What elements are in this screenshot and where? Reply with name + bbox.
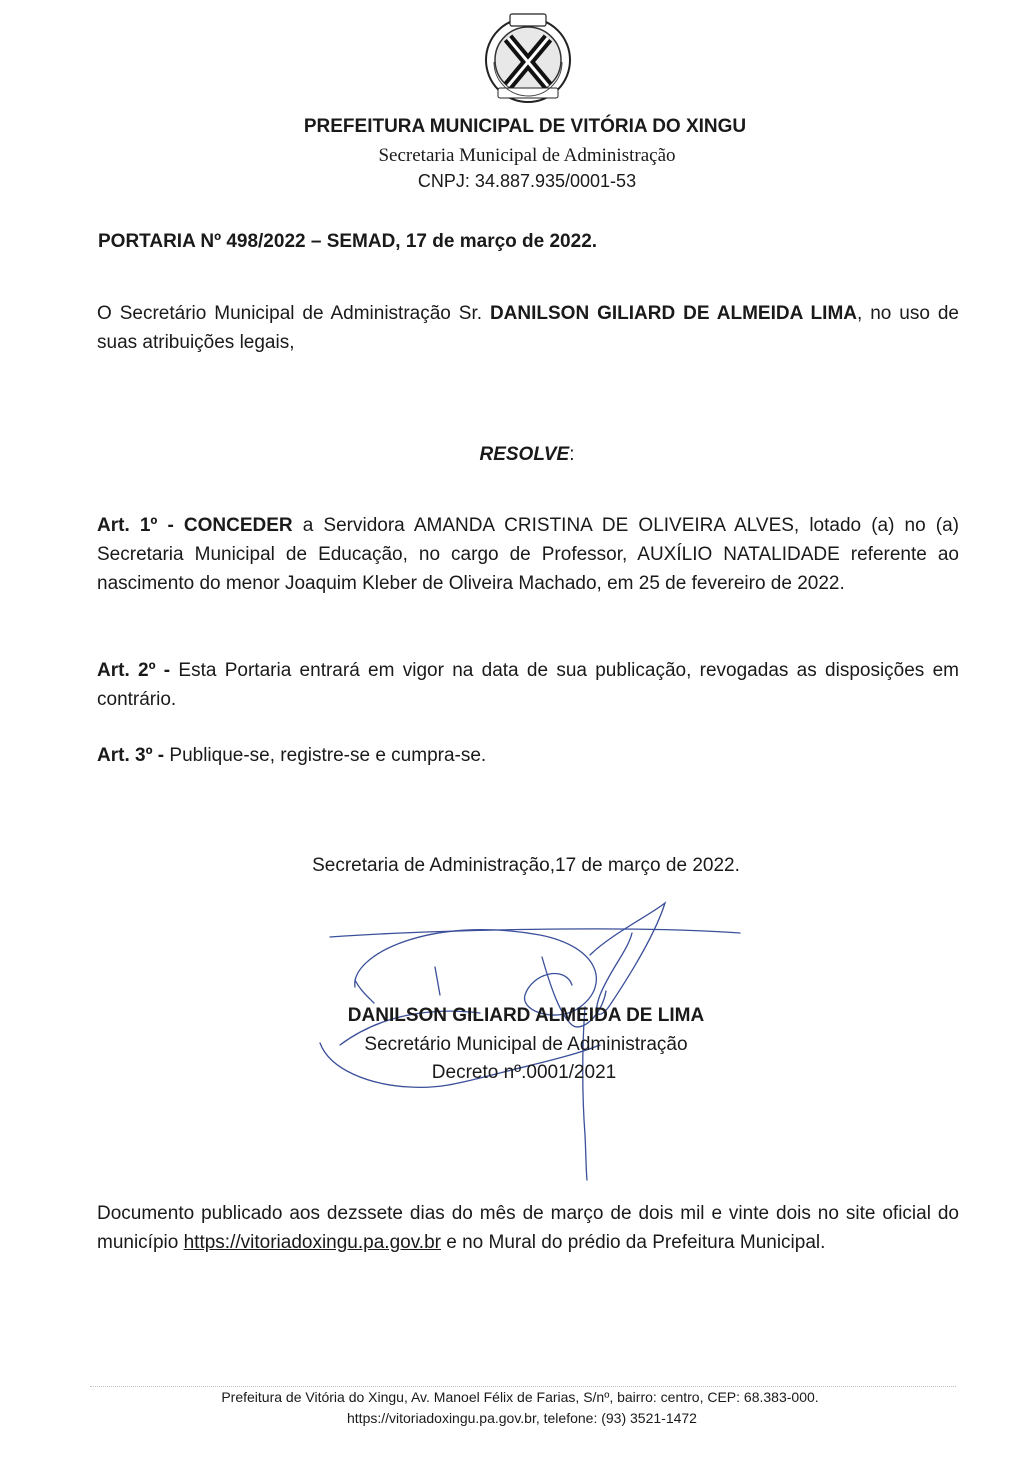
article-3-text: Publique-se, registre-se e cumpra-se. [164,745,487,766]
municipal-seal-logo [480,12,576,104]
footer-contact: https://vitoriadoxingu.pa.gov.br, telefone: (93) 3521-1472 [347,1410,697,1426]
resolve-heading [0,444,1028,466]
article-3 [97,741,959,770]
article-2-label: Art. 2º - [97,660,171,681]
resolve-colon: : [569,444,575,465]
place-date: Secretaria de Administração,17 de março de 2022. [312,855,740,876]
footer-divider [90,1386,956,1387]
publication-text-before: Documento publicado aos dezssete dias do mês de março de dois mil e vinte dois no site oficial do município [97,1203,959,1253]
article-1-text: a Servidora AMANDA CRISTINA DE OLIVEIRA ALVES, lotado (a) no (a) Secretaria Municipal de Educação, no cargo de Professor, AUXÍLIO NATALIDADE referente ao nascimento do menor Joaquim Kleber de Oliveira Machado, em 25 de fevereiro de 2022. [97,515,960,594]
article-1-label: Art. 1º - CONCEDER [97,515,293,536]
article-1 [97,511,959,598]
publication-note [97,1199,959,1257]
signatory-role: Secretário Municipal de Administração [364,1034,688,1055]
article-2-text: Esta Portaria entrará em vigor na data de sua publicação, revogadas as disposições em contrário. [97,660,959,710]
article-3-label: Art. 3º - [97,745,165,766]
publication-text-after: e no Mural do prédio da Prefeitura Municipal. [440,1232,826,1253]
cnpj-line: CNPJ: 34.887.935/0001-53 [417,171,637,191]
municipality-title: PREFEITURA MUNICIPAL DE VITÓRIA DO XINGU [303,116,747,137]
secretary-name: DANILSON GILIARD DE ALMEIDA LIMA [489,303,857,324]
intro-prefix: O Secretário Municipal de Administração Sr. [97,303,490,324]
portaria-heading: PORTARIA Nº 498/2022 – SEMAD, 17 de março de 2022. [98,231,598,252]
footer-address: Prefeitura de Vitória do Xingu, Av. Manoel Félix de Farias, S/nº, bairro: centro, CEP: 68.383-000. [221,1389,819,1405]
signatory-decree: Decreto nº.0001/2021 [431,1062,617,1083]
intro-suffix: , no uso de suas atribuições legais, [97,303,959,353]
article-2 [97,656,959,714]
resolve-word: RESOLVE [479,444,570,465]
signatory-name: DANILSON GILIARD ALMEIDA DE LIMA [347,1005,705,1026]
department-name: Secretaria Municipal de Administração [378,145,676,166]
intro-paragraph [97,299,959,357]
municipality-website-link[interactable]: https://vitoriadoxingu.pa.gov.br [183,1232,441,1253]
